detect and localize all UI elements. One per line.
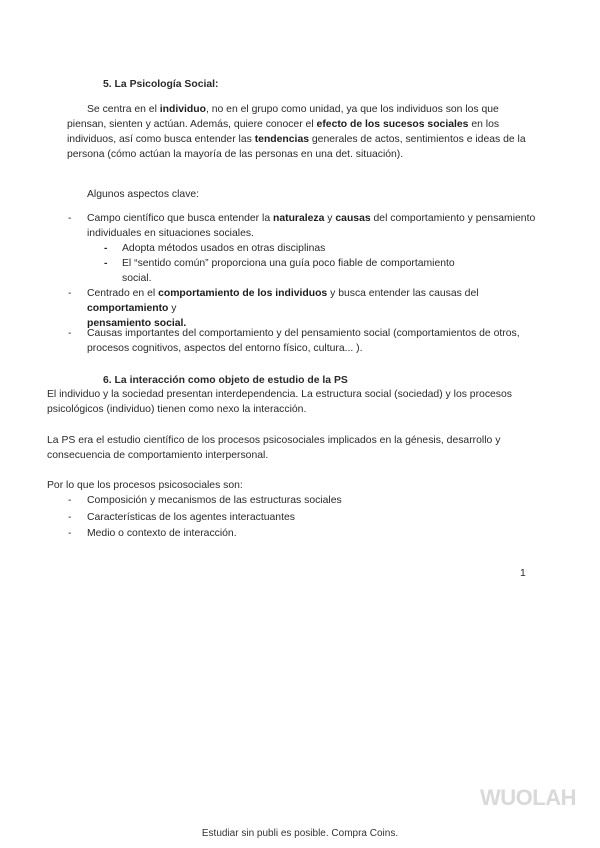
list-intro: Por lo que los procesos psicosociales son: xyxy=(47,480,243,491)
list-item: - Características de los agentes interactuantes xyxy=(68,512,295,523)
footer-text: Estudiar sin publi es posible. Compra Coins. xyxy=(201,828,399,839)
sub-list-item: - Adopta métodos usados en otras disciplinas xyxy=(104,243,326,254)
list-item-text: Centrado en el comportamiento de los individuos y busca entender las causas del comportamiento y pensamiento social. xyxy=(87,288,479,329)
dash-bullet: - xyxy=(68,328,72,339)
dash-bullet: - xyxy=(68,288,72,299)
section-5-heading: 5. La Psicología Social: xyxy=(103,79,219,90)
dash-bullet: - xyxy=(68,495,72,506)
section-6-paragraph: El individuo y la sociedad presentan interdependencia. La estructura social (sociedad) y los procesos psicológicos (individuo) tienen como nexo la interacción. xyxy=(47,389,512,415)
section-6-paragraph: La PS era el estudio científico de los procesos psicosociales implicados en la génesis, desarrollo y consecuencia de comportamiento interpersonal. xyxy=(47,435,501,461)
list-item xyxy=(68,286,538,331)
dash-bullet: - xyxy=(68,512,72,523)
list-item-text: Campo científico que busca entender la naturaleza y causas del comportamiento y pensamiento individuales en situaciones sociales. xyxy=(87,213,536,239)
wuolah-watermark-logo: WUOLAH xyxy=(480,785,576,810)
dash-bullet: - xyxy=(68,213,72,224)
dash-bullet: - xyxy=(68,528,72,539)
list-item: - Composición y mecanismos de las estructuras sociales xyxy=(68,495,342,506)
page-number: 1 xyxy=(520,568,526,579)
aspects-intro: Algunos aspectos clave: xyxy=(87,189,200,200)
dash-bullet: - xyxy=(104,243,108,254)
list-item-text: Causas importantes del comportamiento y del pensamiento social (comportamientos de otros, procesos cognitivos, aspectos del entorno físico, cultura... ). xyxy=(87,328,520,354)
sub-list-item: - El “sentido común” proporciona una guía poco fiable de comportamiento social. xyxy=(104,258,455,284)
section-6-heading: 6. La interacción como objeto de estudio de la PS xyxy=(103,375,348,386)
list-item xyxy=(68,211,538,241)
list-item xyxy=(68,326,538,356)
section-5-paragraph: Se centra en el individuo, no en el grupo como unidad, ya que los individuos son los que piensan, sienten y actúan. Además, quiere conocer el efecto de los sucesos sociales en los individuos, así como busca entender las tendencias generales de actos, sentimientos e ideas de la persona (cómo actúan la mayoría de las personas en una det. situación). xyxy=(67,104,526,160)
list-item: - Medio o contexto de interacción. xyxy=(68,528,237,539)
dash-bullet: - xyxy=(104,258,108,269)
